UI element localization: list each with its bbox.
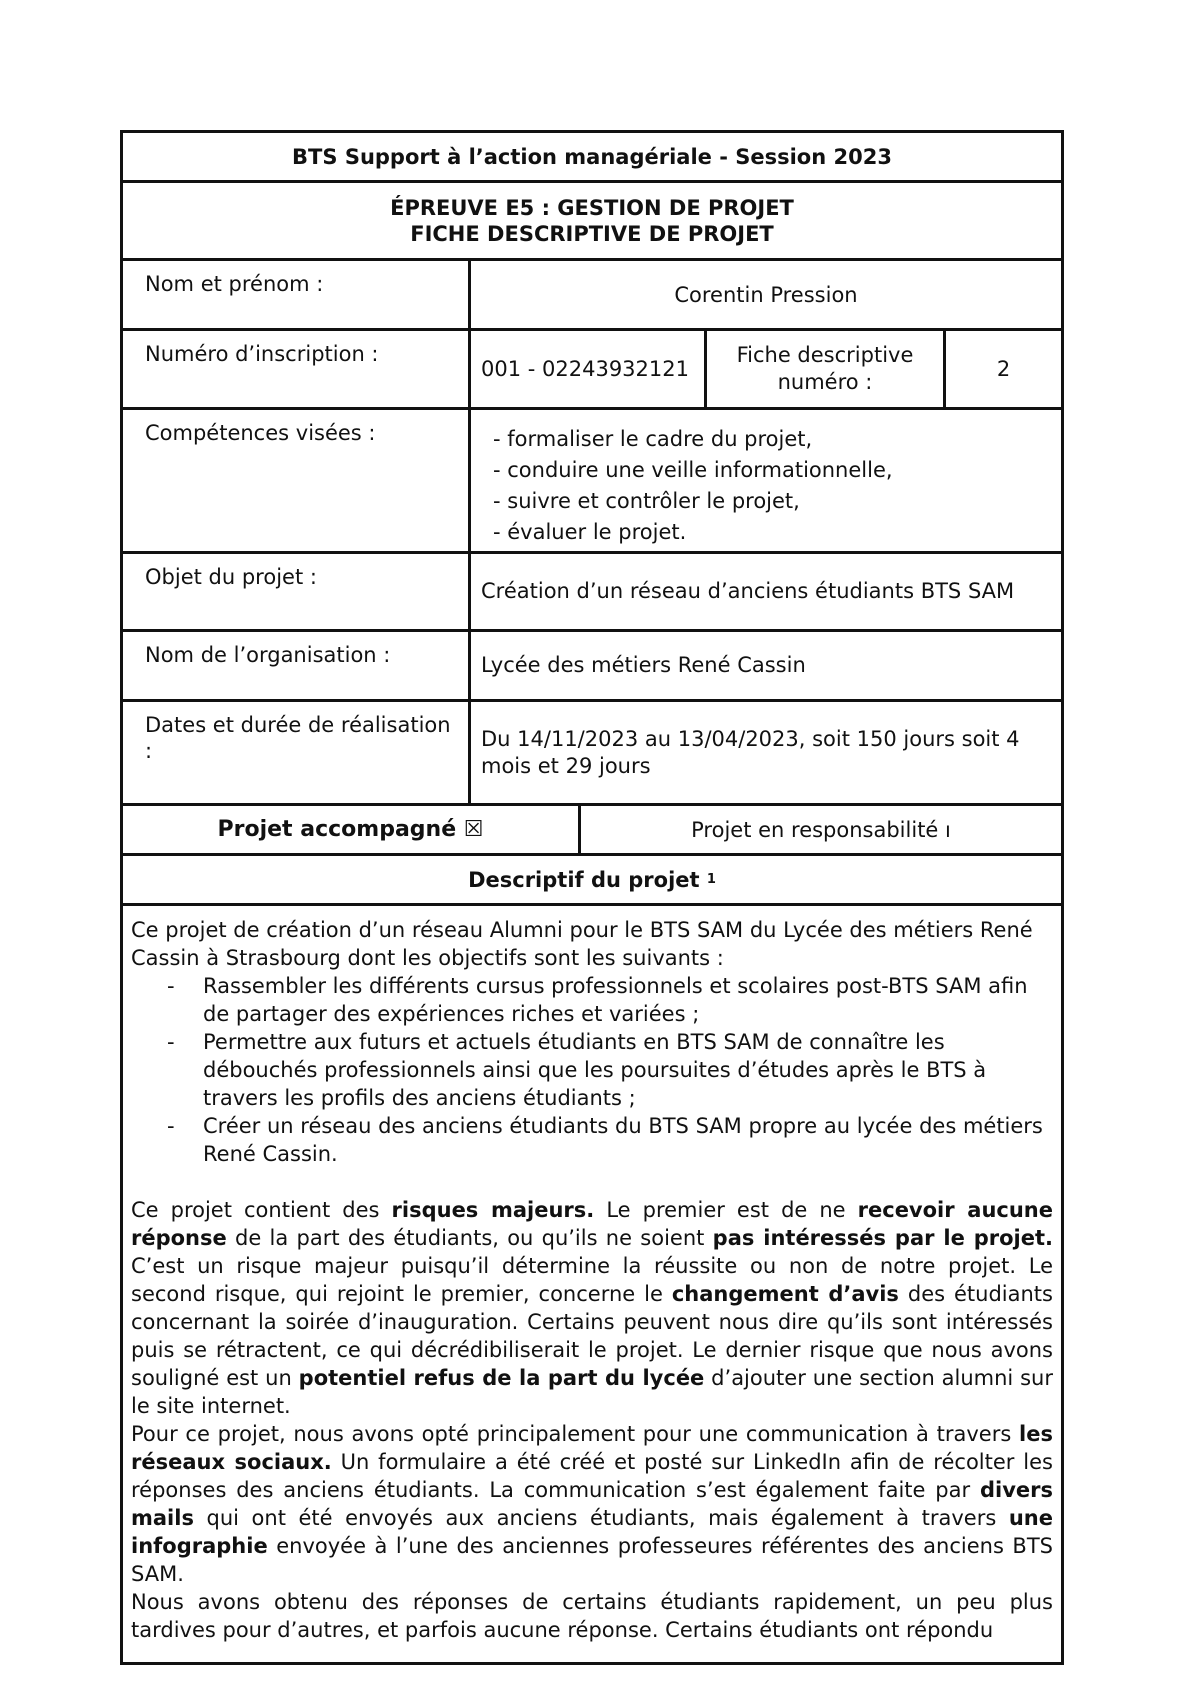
numero-label: Numéro d’inscription :: [145, 342, 379, 366]
nom-row: [123, 261, 1061, 331]
descriptif-intro: Ce projet de création d’un réseau Alumni pour le BTS SAM du Lycée des métiers René Cassin à Strasbourg dont les objectifs sont les suivants :: [131, 918, 1033, 970]
objet-label: Objet du projet :: [145, 565, 317, 589]
numero-value: 001 - 02243932121: [481, 356, 689, 381]
nom-label: Nom et prénom :: [145, 272, 324, 296]
form-title: BTS Support à l’action managériale - Session 2023: [292, 144, 892, 169]
objectif-item: - Rassembler les différents cursus professionnels et scolaires post-BTS SAM afin de partager des expériences riches et variées ;: [167, 974, 1028, 1026]
competence-item: - formaliser le cadre du projet,: [493, 427, 813, 451]
project-type-row: [123, 806, 1061, 856]
organisation-label: Nom de l’organisation :: [145, 643, 391, 667]
fiche-num-value: 2: [996, 357, 1011, 381]
descriptif-title-row: [123, 856, 1061, 906]
epreuve-row: [123, 183, 1061, 261]
descriptif-body: [123, 906, 1061, 1662]
dates-value: Du 14/11/2023 au 13/04/2023, soit 150 jours soit 4 mois et 29 jours: [481, 726, 1020, 778]
risques-paragraph: Ce projet contient des risques majeurs. Le premier est de ne recevoir aucune réponse de la part des étudiants, ou qu’ils ne soient pas intéressés par le projet. C’est un risque majeur puisqu’il détermine la réussite ou non de notre projet. Le second risque, qui rejoint le premier, concerne le changement d’avis des étudiants concernant la soirée d’inauguration. Certains peuvent nous dire qu’ils sont intéressés puis se rétractent, ce qui décrédibiliserait le projet. Le dernier risque que nous avons souligné est un potentiel refus de la part du lycée d’ajouter une section alumni sur le site internet.: [131, 1198, 1053, 1418]
projet-accompagne-checkbox[interactable]: Projet accompagné ☒: [217, 817, 484, 842]
footnote-marker: 1: [706, 872, 716, 887]
objet-row: [123, 554, 1061, 632]
objectif-item: - Permettre aux futurs et actuels étudiants en BTS SAM de connaître les débouchés professionnels ainsi que les poursuites d’études après le BTS à travers les profils des anciens étudiants ;: [167, 1030, 987, 1110]
competence-item: - évaluer le projet.: [493, 520, 687, 544]
fiche-title: FICHE DESCRIPTIVE DE PROJET: [410, 221, 774, 246]
objet-value: Création d’un réseau d’anciens étudiants BTS SAM: [481, 579, 1015, 603]
competence-item: - conduire une veille informationnelle,: [493, 458, 893, 482]
reponses-paragraph: Nous avons obtenu des réponses de certains étudiants rapidement, un peu plus tardives pour d’autres, et parfois aucune réponse. Certains étudiants ont répondu: [131, 1590, 1053, 1642]
organisation-row: [123, 632, 1061, 702]
projet-responsabilite-checkbox[interactable]: Projet en responsabilité ı: [691, 817, 951, 842]
dates-label: Dates et durée de réalisation :: [145, 713, 451, 763]
descriptif-title: Descriptif du projet: [468, 867, 700, 892]
competences-row: [123, 410, 1061, 554]
epreuve-title: ÉPREUVE E5 : GESTION DE PROJET: [390, 195, 794, 220]
fiche-num-label: Fiche descriptive numéro :: [736, 343, 914, 394]
competences-label: Compétences visées :: [145, 421, 376, 445]
objectif-item: - Créer un réseau des anciens étudiants du BTS SAM propre au lycée des métiers René Cassin.: [167, 1114, 1043, 1166]
competence-item: - suivre et contrôler le projet,: [493, 489, 800, 513]
numero-row: [123, 331, 1061, 410]
objectifs-list: [131, 972, 1053, 1168]
project-form: [120, 130, 1064, 1665]
communication-paragraph: Pour ce projet, nous avons opté principalement pour une communication à travers les réseaux sociaux. Un formulaire a été créé et posté sur LinkedIn afin de récolter les réponses des anciens étudiants. La communication s’est également faite par divers mails qui ont été envoyés aux anciens étudiants, mais également à travers une infographie envoyée à l’une des anciennes professeures référentes des anciens BTS SAM.: [131, 1422, 1053, 1586]
dates-row: [123, 702, 1061, 806]
nom-value: Corentin Pression: [674, 282, 858, 307]
organisation-value: Lycée des métiers René Cassin: [481, 653, 806, 677]
title-row: [123, 133, 1061, 183]
competences-list: [471, 410, 1061, 548]
